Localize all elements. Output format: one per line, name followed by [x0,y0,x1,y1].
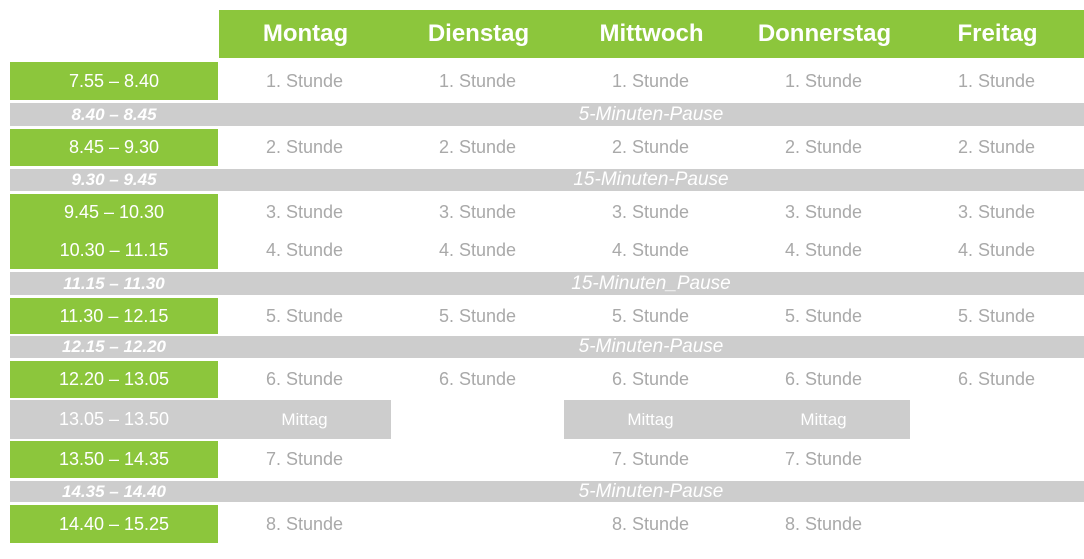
pause-time: 12.15 – 12.20 [62,337,166,356]
day-header-dienstag: Dienstag [427,20,530,47]
time-column-header-spacer [10,10,219,58]
day-header-mittwoch: Mittwoch [599,20,704,47]
lesson-cell: 5. Stunde [391,298,564,334]
pause-label: 15-Minuten-Pause [573,169,729,190]
time-slot: 9.45 – 10.30 [63,202,165,223]
midday-cell [910,400,1083,439]
lesson-cell: 6. Stunde [910,361,1083,398]
pause-row [10,272,1084,295]
lesson-cell: 1. Stunde [564,62,737,100]
midday-cell: Mittag [218,400,391,439]
midday-cell [391,400,564,439]
time-cell: 11.30 – 12.15 [10,298,218,334]
lesson-cell: 8. Stunde [564,505,737,543]
lesson-cell: 4. Stunde [438,239,517,260]
lesson-cell: 7. Stunde [737,441,910,478]
pause-time: 9.30 – 9.45 [71,170,157,189]
pause-label: 5-Minuten-Pause [578,103,724,125]
lesson-cell: 3. Stunde [438,202,517,223]
lesson-cell: 6. Stunde [218,361,391,398]
lesson-cell-double [391,194,564,269]
pause-label: 15-Minuten_Pause [571,272,731,294]
lesson-cell: 5. Stunde [910,298,1083,334]
day-header-donnerstag: Donnerstag [757,20,892,47]
time-cell: 8.45 – 9.30 [10,129,218,166]
lesson-cell: 5. Stunde [737,298,910,334]
day-header-band [219,10,1084,58]
time-cell: 12.20 – 13.05 [10,361,218,398]
lesson-row [10,505,1084,543]
lesson-row [10,361,1084,398]
lesson-cell: 4. Stunde [611,239,690,260]
lesson-cell: 2. Stunde [391,129,564,166]
lesson-cell: 2. Stunde [564,129,737,166]
lesson-cell: 8. Stunde [218,505,391,543]
time-cell-double [10,194,218,269]
time-cell: 7.55 – 8.40 [10,62,218,100]
lesson-row [10,441,1084,478]
midday-row [10,400,1084,439]
lesson-cell: 1. Stunde [391,62,564,100]
pause-label: 5-Minuten-Pause [578,480,724,502]
lesson-cell-double [564,194,737,269]
lesson-cell: 3. Stunde [265,202,344,223]
lesson-cell: 1. Stunde [910,62,1083,100]
lesson-cell: 7. Stunde [564,441,737,478]
midday-cell: Mittag [564,400,737,439]
lesson-cell: 2. Stunde [910,129,1083,166]
day-header-montag: Montag [262,20,349,47]
lesson-cell: 3. Stunde [784,202,863,223]
pause-row [10,103,1084,126]
lesson-cell [391,441,564,478]
pause-row [10,169,1084,191]
lesson-cell: 2. Stunde [218,129,391,166]
lesson-cell: 4. Stunde [784,239,863,260]
lesson-row [10,298,1084,334]
lesson-cell: 5. Stunde [564,298,737,334]
lesson-cell: 3. Stunde [611,202,690,223]
lesson-cell: 2. Stunde [737,129,910,166]
pause-row [10,336,1084,358]
lesson-cell [910,441,1083,478]
lesson-cell-double [218,194,391,269]
lesson-cell-double [737,194,910,269]
time-slot: 10.30 – 11.15 [59,239,169,260]
time-cell: 13.50 – 14.35 [10,441,218,478]
lesson-row [10,129,1084,166]
pause-time: 14.35 – 14.40 [62,481,166,501]
lesson-cell: 4. Stunde [265,239,344,260]
pause-time: 8.40 – 8.45 [71,104,157,124]
lesson-cell [391,505,564,543]
header-row [10,10,1084,58]
pause-row [10,481,1084,502]
lesson-cell: 8. Stunde [737,505,910,543]
lesson-cell: 1. Stunde [737,62,910,100]
day-header-freitag: Freitag [957,20,1038,47]
lesson-cell: 5. Stunde [218,298,391,334]
lesson-cell: 6. Stunde [564,361,737,398]
lesson-cell: 6. Stunde [391,361,564,398]
lesson-row [10,62,1084,100]
time-cell: 14.40 – 15.25 [10,505,218,543]
lesson-cell: 1. Stunde [218,62,391,100]
pause-time: 11.15 – 11.30 [63,273,165,293]
lesson-cell: 6. Stunde [737,361,910,398]
lesson-cell-double [910,194,1083,269]
pause-label: 5-Minuten-Pause [578,336,724,357]
double-lesson-row [10,194,1084,269]
lesson-cell: 3. Stunde [957,202,1036,223]
time-cell: 13.05 – 13.50 [10,400,218,439]
lesson-cell: 7. Stunde [218,441,391,478]
lesson-cell: 4. Stunde [957,239,1036,260]
lesson-cell [910,505,1083,543]
midday-cell: Mittag [737,400,910,439]
